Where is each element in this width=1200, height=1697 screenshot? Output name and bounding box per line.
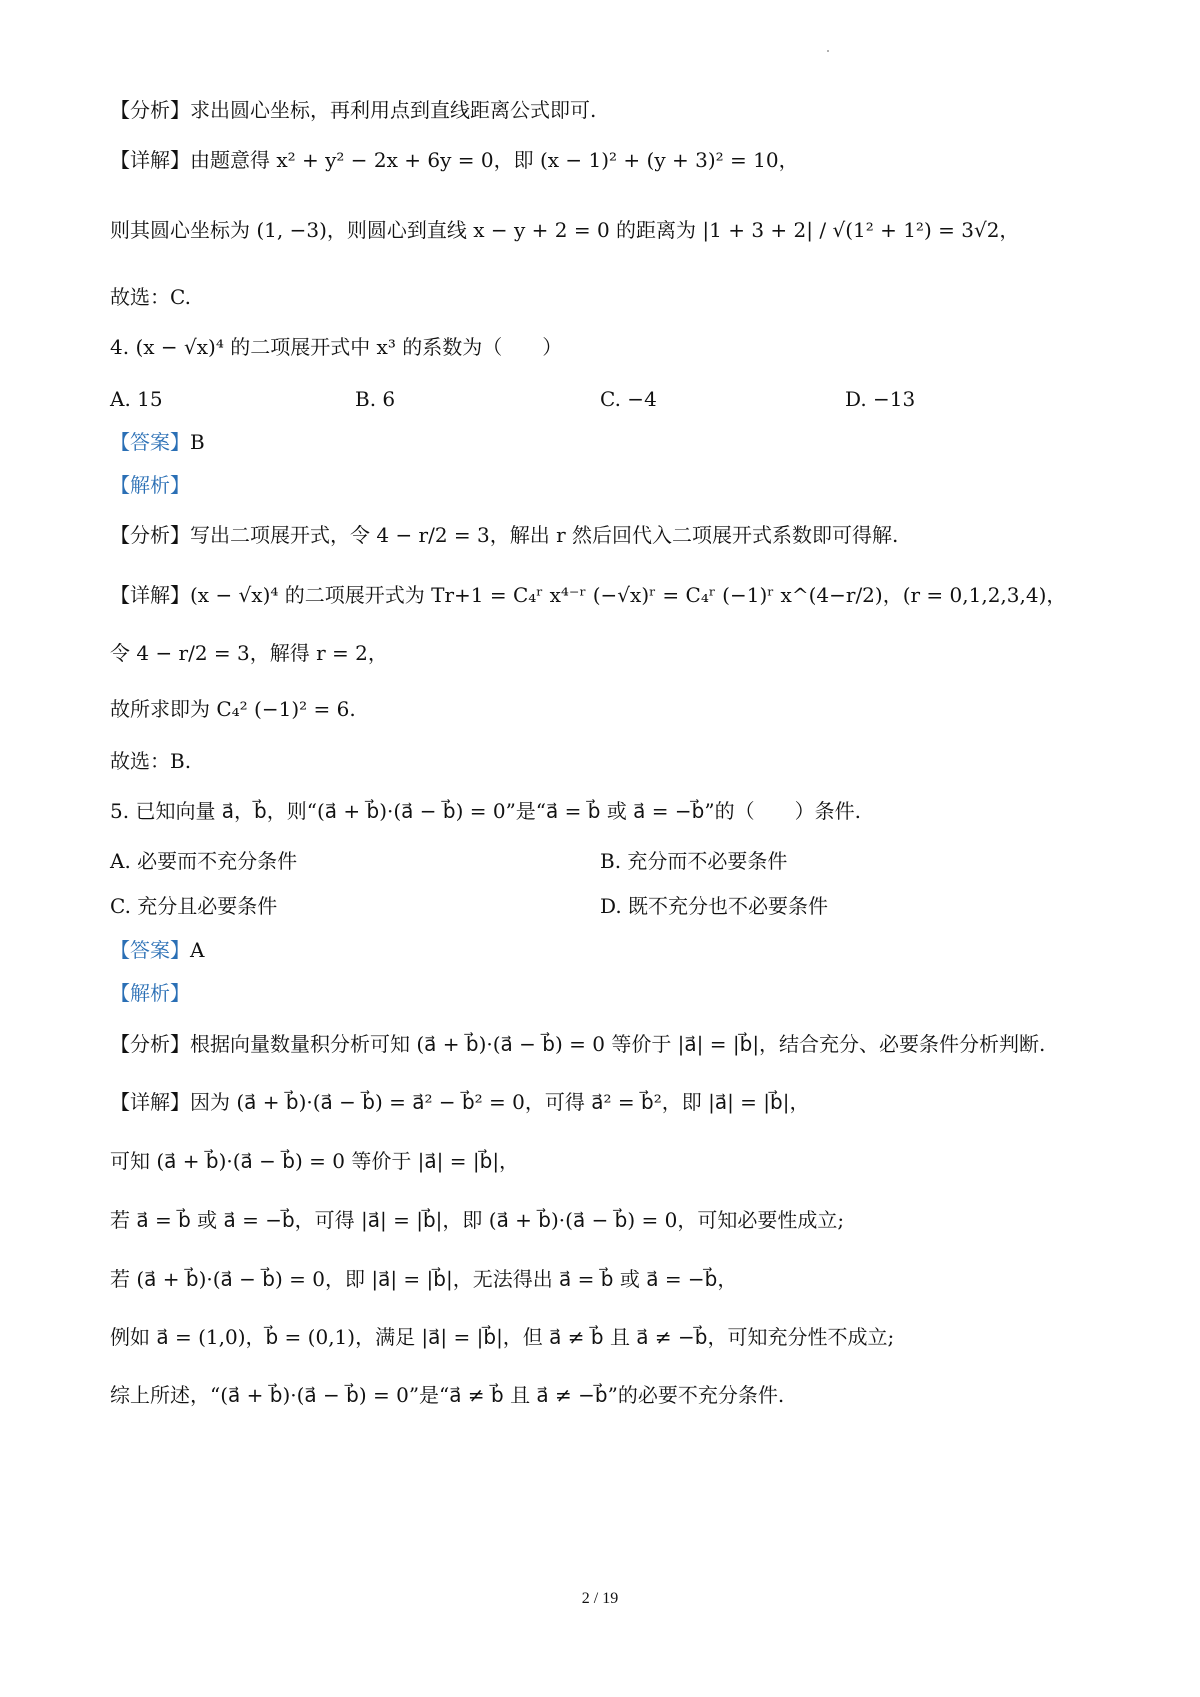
q4-option-a: A. 15	[110, 387, 163, 411]
q4-answer	[110, 427, 1110, 457]
q4-option-c: C. −4	[600, 387, 657, 411]
answer-choice-q3: 故选：C.	[110, 285, 191, 309]
question-4: 4. (x − √x)⁴ 的二项展开式中 x³ 的系数为（ ）	[110, 335, 563, 359]
answer-tag: 【答案】	[110, 430, 190, 454]
q5-detail-6: 综上所述，“(a⃗ + b⃗)·(a⃗ − b⃗) = 0”是“a⃗ ≠ b⃗ 且 a⃗ ≠ −b⃗”的必要不充分条件.	[110, 1383, 785, 1407]
q4-detail-3: 故所求即为 C₄² (−1)² = 6.	[110, 697, 356, 721]
q4-detail-2: 令 4 − r/2 = 3，解得 r = 2，	[110, 641, 388, 665]
q5-option-b: B. 充分而不必要条件	[600, 849, 788, 873]
q4-option-b: B. 6	[355, 387, 396, 411]
page-number: 2 / 19	[581, 1590, 619, 1607]
q4-analysis: 【分析】写出二项展开式，令 4 − r/2 = 3，解出 r 然后回代入二项展开式系数即可得解.	[110, 523, 899, 547]
scan-dot	[827, 50, 829, 52]
q4-option-d: D. −13	[845, 387, 916, 411]
answer-tag: 【答案】	[110, 938, 190, 962]
analysis-line-q3: 【分析】求出圆心坐标，再利用点到直线距离公式即可.	[110, 98, 597, 122]
answer-value: B	[190, 430, 205, 454]
q5-option-a: A. 必要而不充分条件	[110, 849, 298, 873]
question-5: 5. 已知向量 a⃗，b⃗，则“(a⃗ + b⃗)·(a⃗ − b⃗) = 0”是“a⃗ = b⃗ 或 a⃗ = −b⃗”的（ ）条件.	[110, 799, 861, 823]
detail-line-q3-2: 则其圆心坐标为 (1, −3)，则圆心到直线 x − y + 2 = 0 的距离为 |1 + 3 + 2| / √(1² + 1²) = 3√2，	[110, 218, 1020, 242]
q5-detail-5: 例如 a⃗ = (1,0)，b⃗ = (0,1)，满足 |a⃗| = |b⃗|，但 a⃗ ≠ b⃗ 且 a⃗ ≠ −b⃗，可知充分性不成立;	[110, 1325, 895, 1349]
detail-line-q3-1: 【详解】由题意得 x² + y² − 2x + 6y = 0，即 (x − 1)² + (y + 3)² = 10，	[110, 148, 799, 172]
q5-analysis: 【分析】根据向量数量积分析可知 (a⃗ + b⃗)·(a⃗ − b⃗) = 0 等价于 |a⃗| = |b⃗|，结合充分、必要条件分析判断.	[110, 1032, 1046, 1056]
answer-value: A	[190, 938, 205, 962]
q5-answer	[110, 935, 1110, 965]
q4-jiexi-tag: 【解析】	[110, 473, 190, 497]
q5-detail-3: 若 a⃗ = b⃗ 或 a⃗ = −b⃗，可得 |a⃗| = |b⃗|，即 (a⃗ + b⃗)·(a⃗ − b⃗) = 0，可知必要性成立;	[110, 1208, 845, 1232]
q5-option-d: D. 既不充分也不必要条件	[600, 894, 829, 918]
q5-detail-4: 若 (a⃗ + b⃗)·(a⃗ − b⃗) = 0，即 |a⃗| = |b⃗|，无法得出 a⃗ = b⃗ 或 a⃗ = −b⃗，	[110, 1267, 738, 1291]
q5-detail-1: 【详解】因为 (a⃗ + b⃗)·(a⃗ − b⃗) = a⃗² − b⃗² = 0，可得 a⃗² = b⃗²，即 |a⃗| = |b⃗|，	[110, 1090, 810, 1114]
q5-option-c: C. 充分且必要条件	[110, 894, 278, 918]
q4-detail-4: 故选：B.	[110, 749, 192, 773]
q4-detail-1: 【详解】(x − √x)⁴ 的二项展开式为 Tr+1 = C₄ʳ x⁴⁻ʳ (−√x)ʳ = C₄ʳ (−1)ʳ x^(4−r/2)，(r = 0,1,2,3,4)，	[110, 583, 1067, 607]
q5-detail-2: 可知 (a⃗ + b⃗)·(a⃗ − b⃗) = 0 等价于 |a⃗| = |b⃗|，	[110, 1149, 520, 1173]
q5-jiexi-tag: 【解析】	[110, 981, 190, 1005]
